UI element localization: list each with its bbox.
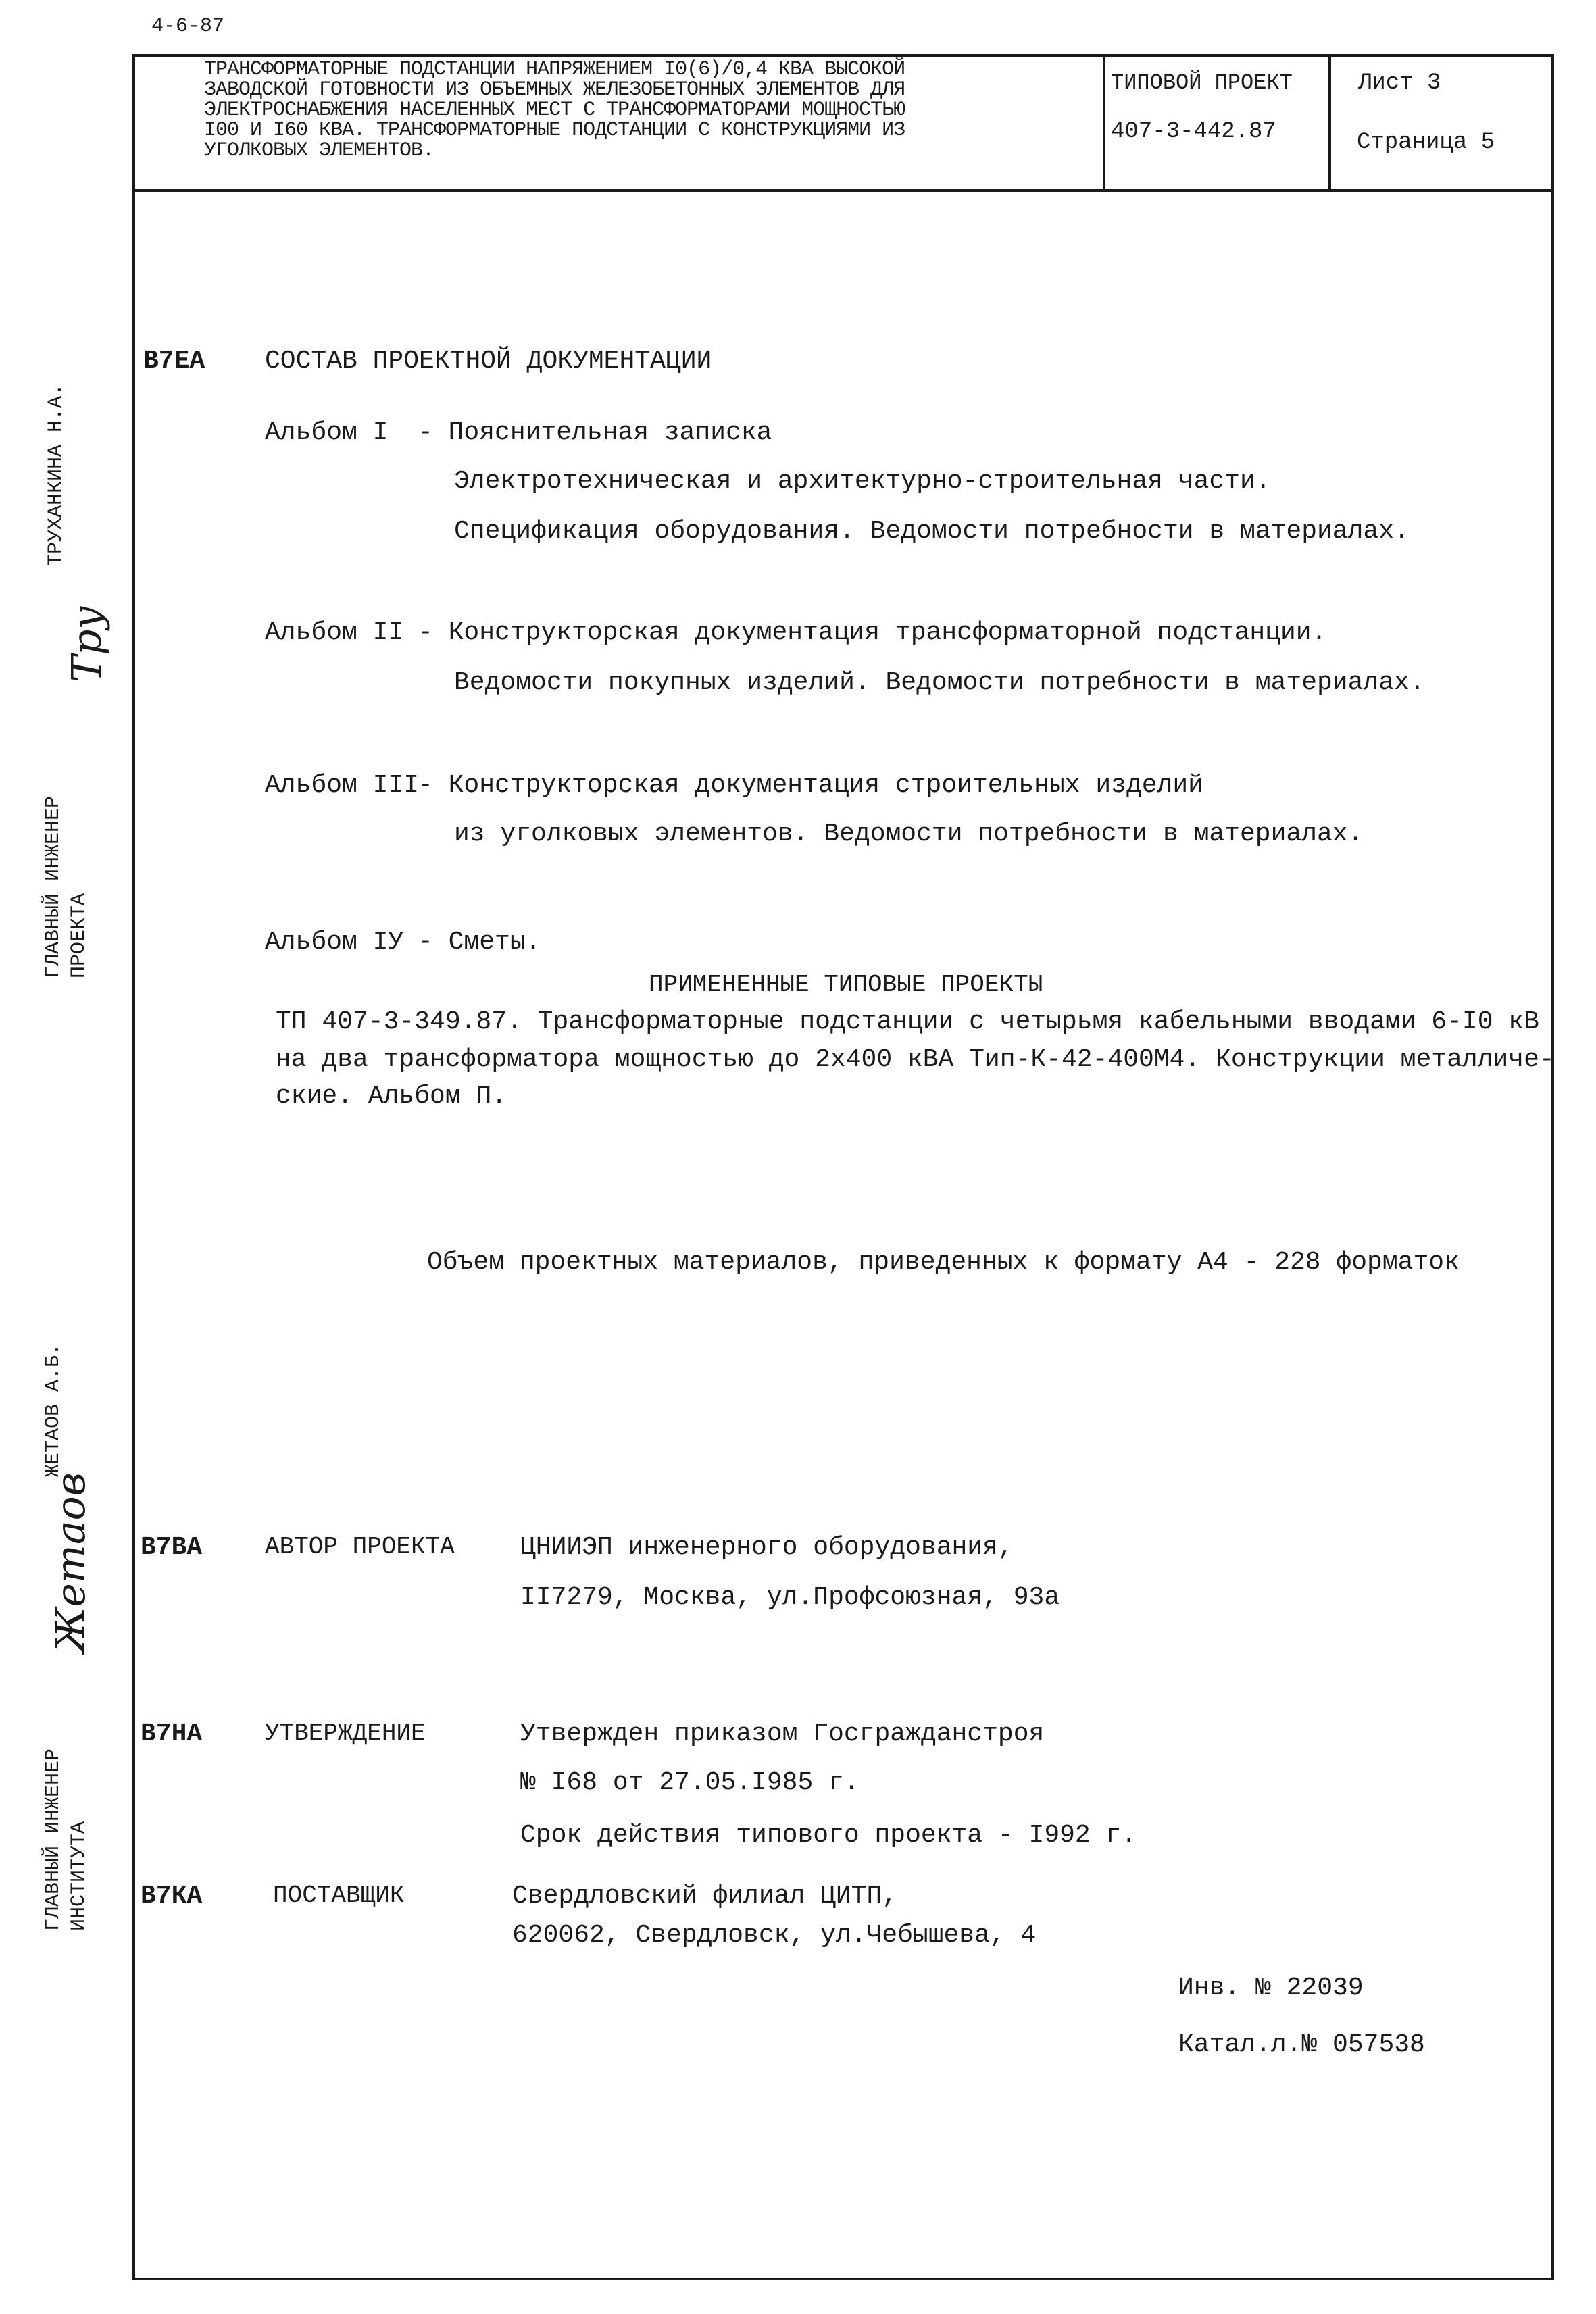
approval-line-3: Срок действия типового проекта - I992 г. [520,1821,1137,1850]
album-3-line-1: - Конструкторская документация строительных изделий [418,771,1203,800]
album-4-name: Альбом IУ [265,928,404,957]
header-col-divider-2 [1328,54,1331,192]
supplier-label: ПОСТАВЩИК [273,1882,405,1909]
project-number: 407-3-442.87 [1111,119,1276,145]
supplier-line-2: 620062, Свердловск, ул.Чебышева, 4 [512,1921,1037,1950]
margin-person-top: ТРУХАНКИНА Н.А. [45,383,68,566]
applied-projects-line-3: ские. Альбом П. [276,1082,507,1111]
album-1-name: Альбом I [265,418,389,447]
album-1-line-3: Спецификация оборудования. Ведомости потребности в материалах. [454,517,1410,546]
author-line-2: II7279, Москва, ул.Профсоюзная, 93а [520,1583,1060,1612]
signature-bottom: Жетаов [47,1472,95,1653]
author-code: В7ВА [141,1533,203,1562]
margin-role-top-2: ПРОЕКТА [68,892,91,978]
inventory-number: Инв. № 22039 [1178,1973,1364,2003]
project-label: ТИПОВОЙ ПРОЕКТ [1111,70,1293,95]
page-code: 4-6-87 [151,15,225,38]
header-col-divider-1 [1103,54,1105,192]
album-2-line-2: Ведомости покупных изделий. Ведомости потребности в материалах. [454,668,1425,697]
margin-role-bottom-2: ИНСТИТУТА [68,1821,91,1931]
author-label: АВТОР ПРОЕКТА [265,1533,455,1561]
supplier-code: В7КА [141,1882,203,1911]
album-4-line-1: - Сметы. [418,928,541,957]
album-2-name: Альбом II [265,618,404,647]
approval-line-1: Утвержден приказом Госгражданстроя [520,1719,1045,1749]
applied-projects-line-1: ТП 407-3-349.87. Трансформаторные подстанции с четырьмя кабельными вводами 6-I0 кВ [276,1007,1539,1036]
volume-text: Объем проектных материалов, приведенных к формату А4 - 228 форматок [427,1248,1460,1277]
applied-projects-title: ПРИМЕНЕННЫЕ ТИПОВЫЕ ПРОЕКТЫ [649,971,1043,999]
signature-top: Тру [64,605,111,682]
supplier-line-1: Свердловский филиал ЦИТП, [512,1882,898,1911]
album-3-line-2: из уголковых элементов. Ведомости потребности в материалах. [454,820,1364,849]
approval-line-2: № I68 от 27.05.I985 г. [520,1768,859,1797]
page-number: Страница 5 [1357,130,1495,155]
approval-label: УТВЕРЖДЕНИЕ [265,1719,426,1747]
approval-code: В7НА [141,1719,203,1749]
album-3-name: Альбом III [265,771,420,800]
document-title: ТРАНСФОРМАТОРНЫЕ ПОДСТАНЦИИ НАПРЯЖЕНИЕМ I0(6)/0,4 КВА ВЫСОКОЙ ЗАВОДСКОЙ ГОТОВНОСТИ ИЗ ОБЪЕМНЫХ ЖЕЛЕЗОБЕТОННЫХ ЭЛЕМЕНТОВ ДЛЯ ЭЛЕКТРОСНАБЖЕНИЯ НАСЕЛЕННЫХ МЕСТ С ТРАНСФОРМАТОРАМИ МОЩНОСТЬЮ I00 И I60 КВА. ТРАНСФОРМАТОРНЫЕ ПОДСТАНЦИИ С КОНСТРУКЦИЯМИ ИЗ УГОЛКОВЫХ ЭЛЕМЕНТОВ. [204,58,905,162]
catalog-number: Катал.л.№ 057538 [1178,2030,1425,2059]
album-2-line-1: - Конструкторская документация трансформаторной подстанции. [418,618,1327,647]
margin-person-bottom: ЖЕТАОВ А.Б. [42,1342,65,1477]
composition-title: СОСТАВ ПРОЕКТНОЙ ДОКУМЕНТАЦИИ [265,347,712,376]
composition-code: В7ЕА [143,347,205,376]
applied-projects-line-2: на два трансформатора мощностью до 2х400 кВА Тип-К-42-400М4. Конструкции металличе- [276,1045,1555,1074]
album-1-line-2: Электротехническая и архитектурно-строительная части. [454,467,1271,496]
album-1-line-1: - Пояснительная записка [418,418,772,447]
header-divider [132,189,1554,192]
margin-role-bottom-1: ГЛАВНЫЙ ИНЖЕНЕР [42,1748,65,1931]
sheet-number: Лист 3 [1358,70,1441,96]
author-line-1: ЦНИИЭП инженерного оборудования, [520,1533,1014,1562]
margin-role-top-1: ГЛАВНЫЙ ИНЖЕНЕР [42,795,65,978]
